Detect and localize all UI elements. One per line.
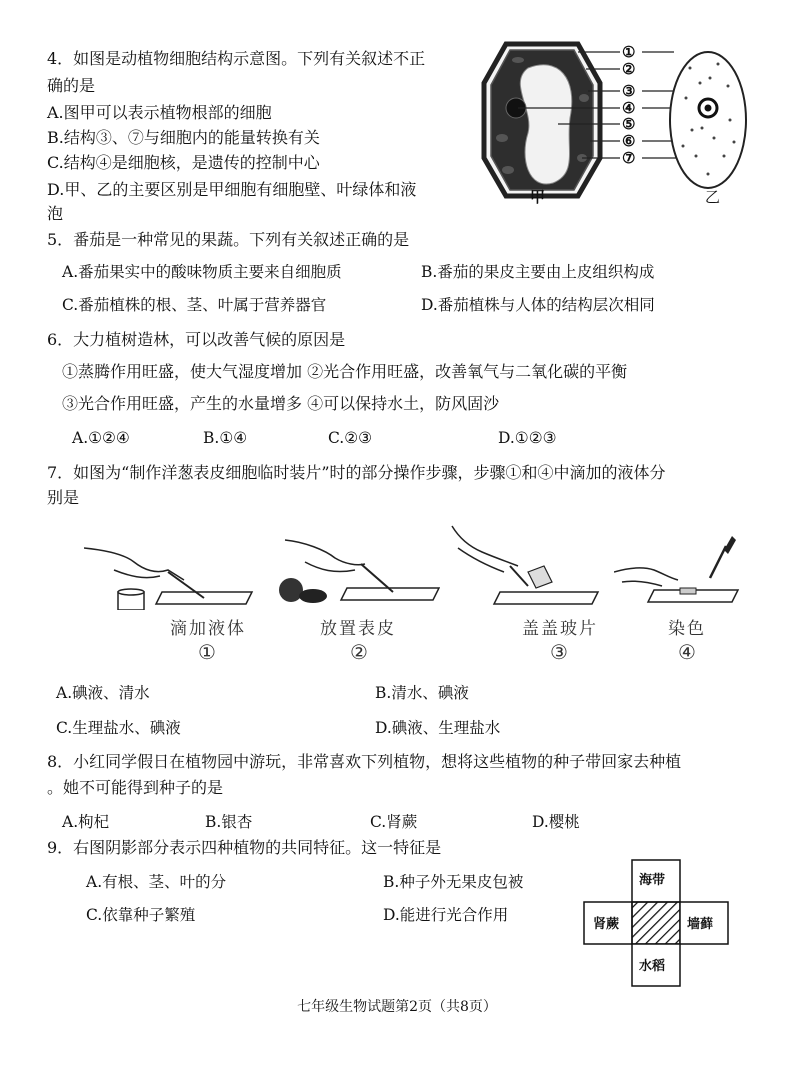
q8-option-c: C.肾蕨 [370, 813, 418, 831]
fig-caption-jia: 甲 [530, 188, 546, 206]
fig-label-4: ④ [622, 99, 636, 117]
q4-option-c: C.结构④是细胞核，是遗传的控制中心 [47, 153, 320, 172]
fig-label-7: ⑦ [622, 149, 636, 167]
q8-option-d: D.樱桃 [532, 813, 580, 831]
fig-label-1: ① [622, 43, 636, 61]
q9-option-b: B.种子外无果皮包被 [383, 873, 524, 891]
q8-stem-line1: 8．小红同学假日在植物园中游玩，非常喜欢下列植物，想将这些植物的种子带回家去种植 [47, 752, 682, 771]
cross-label-left: 肾蕨 [593, 917, 620, 932]
q5-option-c: C.番茄植株的根、茎、叶属于营养器官 [62, 296, 327, 314]
step3-number: ③ [550, 640, 568, 664]
q4-stem-line2: 确的是 [47, 76, 96, 95]
shared-feature-hatched-area [632, 902, 680, 944]
q9-stem: 9．右图阴影部分表示四种植物的共同特征。这一特征是 [47, 838, 442, 857]
q7-option-d: D.碘液、生理盐水 [375, 719, 501, 737]
q7-option-a: A.碘液、清水 [56, 684, 150, 702]
q5-option-b: B.番茄的果皮主要由上皮组织构成 [421, 263, 655, 281]
step4-illustration [614, 532, 744, 612]
q6-option-a: A.①②④ [72, 429, 130, 447]
q7-stem-line2: 别是 [47, 488, 80, 507]
q8-option-b: B.银杏 [205, 813, 253, 831]
q5-stem: 5．番茄是一种常见的果蔬。下列有关叙述正确的是 [47, 230, 410, 249]
q6-stem: 6．大力植树造林，可以改善气候的原因是 [47, 330, 346, 349]
fig-label-3: ③ [622, 82, 636, 100]
q9-option-c: C.依靠种子繁殖 [86, 906, 196, 924]
q7-option-c: C.生理盐水、碘液 [56, 719, 181, 737]
page-footer: 七年级生物试题第2页（共8页） [297, 999, 497, 1015]
step3-caption: 盖盖玻片 [522, 619, 598, 639]
step2-number: ② [350, 640, 368, 664]
animal-cell [670, 52, 746, 188]
cross-label-top: 海带 [639, 873, 666, 888]
step4-caption: 染色 [668, 619, 706, 639]
q6-option-c: C.②③ [328, 429, 373, 447]
q6-items-line1: ①蒸腾作用旺盛，使大气湿度增加 ②光合作用旺盛，改善氧气与二氧化碳的平衡 [62, 362, 628, 381]
q5-option-a: A.番茄果实中的酸味物质主要来自细胞质 [62, 263, 342, 281]
q9-option-d: D.能进行光合作用 [383, 906, 509, 924]
q6-option-d: D.①②③ [498, 429, 557, 447]
step2-caption: 放置表皮 [320, 619, 396, 639]
q4-stem-line1: 4．如图是动植物细胞结构示意图。下列有关叙述不正 [47, 49, 426, 68]
q6-items-line2: ③光合作用旺盛，产生的水量增多 ④可以保持水土，防风固沙 [62, 394, 500, 413]
cross-label-right: 墙藓 [687, 917, 714, 932]
step2-illustration [265, 530, 440, 605]
fig-caption-yi: 乙 [705, 188, 721, 206]
step4-number: ④ [678, 640, 696, 664]
q6-option-b: B.①④ [203, 429, 248, 447]
q4-option-b: B.结构③、⑦与细胞内的能量转换有关 [47, 128, 320, 147]
cross-label-bottom: 水稻 [639, 959, 666, 974]
step1-illustration [84, 540, 254, 610]
q7-stem-line1: 7．如图为“制作洋葱表皮细胞临时装片”时的部分操作步骤，步骤①和④中滴加的液体分 [47, 463, 666, 482]
q9-option-a: A.有根、茎、叶的分 [86, 873, 227, 891]
q8-option-a: A.枸杞 [62, 813, 110, 831]
q4-option-d-line1: D.甲、乙的主要区别是甲细胞有细胞壁、叶绿体和液 [47, 180, 417, 199]
step1-number: ① [198, 640, 216, 664]
q4-option-d-line2: 泡 [47, 204, 64, 223]
q4-option-a: A.图甲可以表示植物根部的细胞 [47, 103, 272, 122]
step3-illustration [448, 522, 608, 612]
fig-label-6: ⑥ [622, 132, 636, 150]
fig-label-5: ⑤ [622, 115, 636, 133]
q8-stem-line2: 。她不可能得到种子的是 [47, 778, 224, 797]
q7-option-b: B.清水、碘液 [375, 684, 469, 702]
q5-option-d: D.番茄植株与人体的结构层次相同 [421, 296, 655, 314]
fig-label-2: ② [622, 60, 636, 78]
step1-caption: 滴加液体 [170, 619, 246, 639]
